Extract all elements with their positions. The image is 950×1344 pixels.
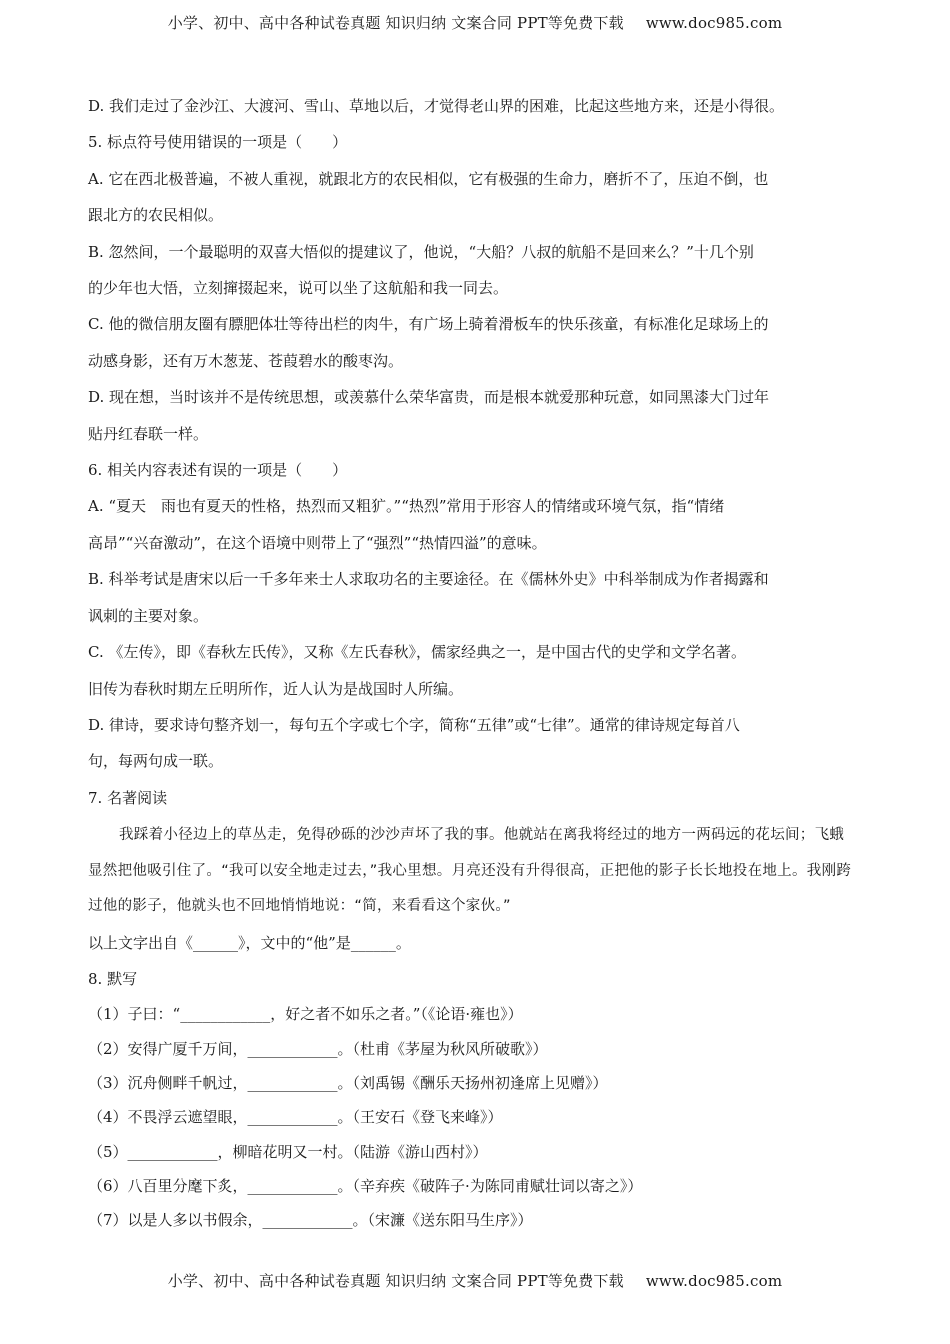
q6-option-a-cont: 高昂”“兴奋激动”，在这个语境中则带上了“强烈”“热情四溢”的意味。 <box>88 533 547 552</box>
dictation-item: （2）安得广厦千万间，____________。（杜甫《茅屋为秋风所破歌》） <box>88 1039 548 1058</box>
q6-option-a: A. “夏天 雨也有夏天的性格，热烈而又粗犷。”“热烈”常用于形容人的情绪或环境气氛，指“情绪 <box>88 497 725 516</box>
q5-option-b: B. 忽然间，一个最聪明的双喜大悟似的提建议了，他说，“大船？八叔的航船不是回来么？”十几个别 <box>88 242 754 261</box>
reading-passage: 我踩着小径边上的草丛走，免得砂砾的沙沙声坏了我的事。他就站在离我将经过的地方一两码远的花坛间；飞蛾显然把他吸引住了。“我可以安全地走过去，”我心里想。月亮还没有升得很高，正把他的影子长长地投在地上。我刚跨过他的影子，他就头也不回地悄悄地说：“简，来看看这个家伙。” <box>88 827 852 915</box>
q5-option-c: C. 他的微信朋友圈有膘肥体壮等待出栏的肉牛，有广场上骑着滑板车的快乐孩童，有标准化足球场上的 <box>88 315 769 334</box>
dictation-item: （1）子曰：“____________，好之者不如乐之者。”（《论语·雍也》） <box>88 1005 523 1024</box>
question-8-title: 8. 默写 <box>88 970 138 989</box>
q6-option-d: D. 律诗，要求诗句整齐划一，每句五个字或七个字，简称“五律”或“七律”。通常的律诗规定每首八 <box>88 715 740 734</box>
header-text: 小学、初中、高中各种试卷真题 知识归纳 文案合同 PPT等免费下载 <box>167 14 624 32</box>
question-6-title: 6. 相关内容表述有误的一项是（ ） <box>88 461 348 480</box>
q6-option-b: B. 科举考试是唐宋以后一千多年来士人求取功名的主要途径。在《儒林外史》中科举制成为作者揭露和 <box>88 570 769 589</box>
q5-option-a: A. 它在西北极普遍，不被人重视，就跟北方的农民相似，它有极强的生命力，磨折不了，压迫不倒，也 <box>88 169 769 188</box>
dictation-item: （3）沉舟侧畔千帆过，____________。（刘禹锡《酬乐天扬州初逢席上见赠》） <box>88 1074 608 1093</box>
q7-fill-blank: 以上文字出自《______》，文中的“他”是______。 <box>88 933 411 952</box>
q5-option-b-cont: 的少年也大悟，立刻撺掇起来，说可以坐了这航船和我一同去。 <box>88 279 509 298</box>
option-d-line: D. 我们走过了金沙江、大渡河、雪山、草地以后，才觉得老山界的困难，比起这些地方来，还是小得很。 <box>88 97 785 115</box>
question-5-title: 5. 标点符号使用错误的一项是（ ） <box>88 133 348 152</box>
page-header <box>0 12 950 33</box>
q5-option-c-cont: 动感身影，还有万木葱茏、苍葭碧水的酸枣沟。 <box>88 351 404 370</box>
dictation-item: （7）以是人多以书假余，____________。（宋濂《送东阳马生序》） <box>88 1211 533 1230</box>
q6-option-b-cont: 讽刺的主要对象。 <box>88 606 209 625</box>
q6-option-c: C. 《左传》，即《春秋左氏传》，又称《左氏春秋》，儒家经典之一，是中国古代的史学和文学名著。 <box>88 643 746 662</box>
exam-content <box>88 88 856 1238</box>
q5-option-d: D. 现在想，当时该并不是传统思想，或羡慕什么荣华富贵，而是根本就爱那种玩意，如同黑漆大门过年 <box>88 388 770 407</box>
q5-option-a-cont: 跟北方的农民相似。 <box>88 206 224 225</box>
question-7-title: 7. 名著阅读 <box>88 788 168 807</box>
footer-url[interactable]: www.doc985.com <box>645 1272 783 1290</box>
page-footer <box>0 1270 950 1291</box>
dictation-item: （4）不畏浮云遮望眼，____________。（王安石《登飞来峰》） <box>88 1108 503 1127</box>
footer-text: 小学、初中、高中各种试卷真题 知识归纳 文案合同 PPT等免费下载 <box>167 1272 624 1290</box>
dictation-item: （6）八百里分麾下炙，____________。（辛弃疾《破阵子·为陈同甫赋壮词以寄之》） <box>88 1176 643 1195</box>
q6-option-d-cont: 句，每两句成一联。 <box>88 752 224 771</box>
q5-option-d-cont: 贴丹红春联一样。 <box>88 424 209 443</box>
q6-option-c-cont: 旧传为春秋时期左丘明所作，近人认为是战国时人所编。 <box>88 679 464 698</box>
header-url[interactable]: www.doc985.com <box>645 14 783 32</box>
dictation-item: （5）____________，柳暗花明又一村。（陆游《游山西村》） <box>88 1142 488 1161</box>
